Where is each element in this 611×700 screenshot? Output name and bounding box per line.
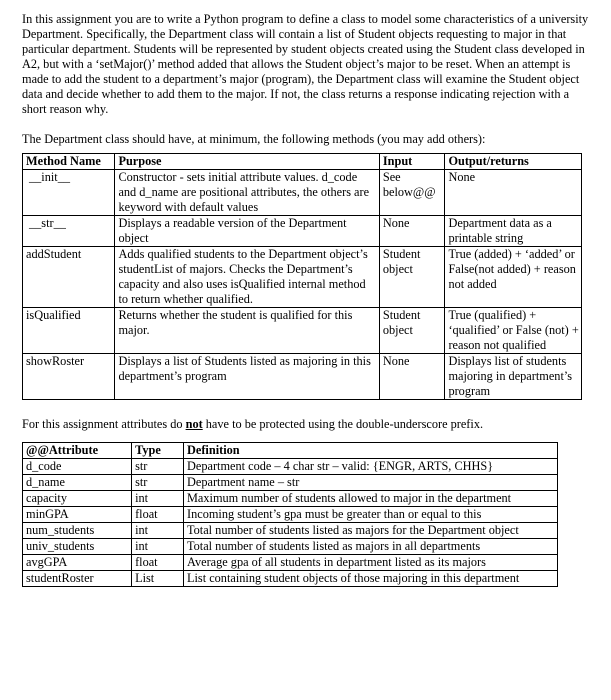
table-row xyxy=(23,523,558,539)
method-name: addStudent xyxy=(23,247,115,308)
attribute-name: d_name xyxy=(23,475,132,491)
attribute-definition: Total number of students listed as majors for the Department object xyxy=(184,523,558,539)
attribute-type: float xyxy=(132,555,184,571)
table-row xyxy=(23,459,558,475)
attribute-definition: Maximum number of students allowed to major in the department xyxy=(184,491,558,507)
methods-table xyxy=(22,153,582,400)
attribute-type: str xyxy=(132,459,184,475)
document-page xyxy=(22,12,594,587)
attribute-type: int xyxy=(132,523,184,539)
method-purpose: Displays a readable version of the Department object xyxy=(115,216,379,247)
method-input: None xyxy=(379,354,445,400)
attribute-definition: Department code – 4 char str – valid: {ENGR, ARTS, CHHS} xyxy=(184,459,558,475)
col-header-method-name: Method Name xyxy=(23,154,115,170)
method-name: __init__ xyxy=(23,170,115,216)
note-emphasis: not xyxy=(185,417,203,431)
method-output: Displays list of students majoring in department’s program xyxy=(445,354,582,400)
method-purpose: Displays a list of Students listed as majoring in this department’s program xyxy=(115,354,379,400)
method-output: Department data as a printable string xyxy=(445,216,582,247)
col-header-type: Type xyxy=(132,443,184,459)
attribute-definition: Total number of students listed as majors in all departments xyxy=(184,539,558,555)
attribute-definition: List containing student objects of those majoring in this department xyxy=(184,571,558,587)
attribute-definition: Incoming student’s gpa must be greater than or equal to this xyxy=(184,507,558,523)
table-row xyxy=(23,247,582,308)
attribute-note xyxy=(22,417,594,432)
col-header-attribute: @@Attribute xyxy=(23,443,132,459)
col-header-purpose: Purpose xyxy=(115,154,379,170)
method-output: True (added) + ‘added’ or False(not added) + reason not added xyxy=(445,247,582,308)
table-row xyxy=(23,170,582,216)
intro-paragraph: In this assignment you are to write a Python program to define a class to model some characteristics of a university Department. Specifically, the Department class will contain a list of Student objects requesting to major in that particular department. Students will be represented by student objects created using the Student class developed in A2, but with a ‘setMajor()’ method added that allows the Student object’s major to be reset. When an attempt is made to add the student to a department’s major (program), the Department class will examine the Student object data and decide whether to add them to the major. If not, the class returns a response indicating rejection with a short reason why. xyxy=(22,12,589,116)
attributes-table xyxy=(22,442,558,587)
attribute-type: List xyxy=(132,571,184,587)
table-row xyxy=(23,216,582,247)
method-output: None xyxy=(445,170,582,216)
table-row xyxy=(23,354,582,400)
attribute-definition: Average gpa of all students in department listed as its majors xyxy=(184,555,558,571)
note-before: For this assignment attributes do xyxy=(22,417,186,431)
method-input: Student object xyxy=(379,308,445,354)
col-header-input: Input xyxy=(379,154,445,170)
attribute-name: d_code xyxy=(23,459,132,475)
attributes-header-row xyxy=(23,443,558,459)
table-row xyxy=(23,571,558,587)
method-input: None xyxy=(379,216,445,247)
col-header-output: Output/returns xyxy=(445,154,582,170)
attribute-type: int xyxy=(132,491,184,507)
method-name: showRoster xyxy=(23,354,115,400)
method-purpose: Returns whether the student is qualified for this major. xyxy=(115,308,379,354)
method-name: isQualified xyxy=(23,308,115,354)
attribute-type: float xyxy=(132,507,184,523)
attribute-type: int xyxy=(132,539,184,555)
attribute-type: str xyxy=(132,475,184,491)
attribute-name: minGPA xyxy=(23,507,132,523)
col-header-definition: Definition xyxy=(184,443,558,459)
table-row xyxy=(23,507,558,523)
attribute-name: avgGPA xyxy=(23,555,132,571)
attribute-name: num_students xyxy=(23,523,132,539)
methods-header-row xyxy=(23,154,582,170)
attribute-name: capacity xyxy=(23,491,132,507)
method-purpose: Constructor - sets initial attribute values. d_code and d_name are positional attributes, the others are keyword with default values xyxy=(115,170,379,216)
table-row xyxy=(23,475,558,491)
methods-intro: The Department class should have, at minimum, the following methods (you may add others): xyxy=(22,132,486,146)
method-name: __str__ xyxy=(23,216,115,247)
table-row xyxy=(23,539,558,555)
method-output: True (qualified) + ‘qualified’ or False (not) + reason not qualified xyxy=(445,308,582,354)
method-input: See below@@ xyxy=(379,170,445,216)
note-after: have to be protected using the double-underscore prefix. xyxy=(202,417,484,431)
table-row xyxy=(23,491,558,507)
attribute-name: studentRoster xyxy=(23,571,132,587)
attribute-definition: Department name – str xyxy=(184,475,558,491)
method-input: Student object xyxy=(379,247,445,308)
attribute-name: univ_students xyxy=(23,539,132,555)
table-row xyxy=(23,308,582,354)
method-purpose: Adds qualified students to the Department object’s studentList of majors. Checks the Department’s capacity and also uses isQualified internal method to return whether qualified. xyxy=(115,247,379,308)
table-row xyxy=(23,555,558,571)
